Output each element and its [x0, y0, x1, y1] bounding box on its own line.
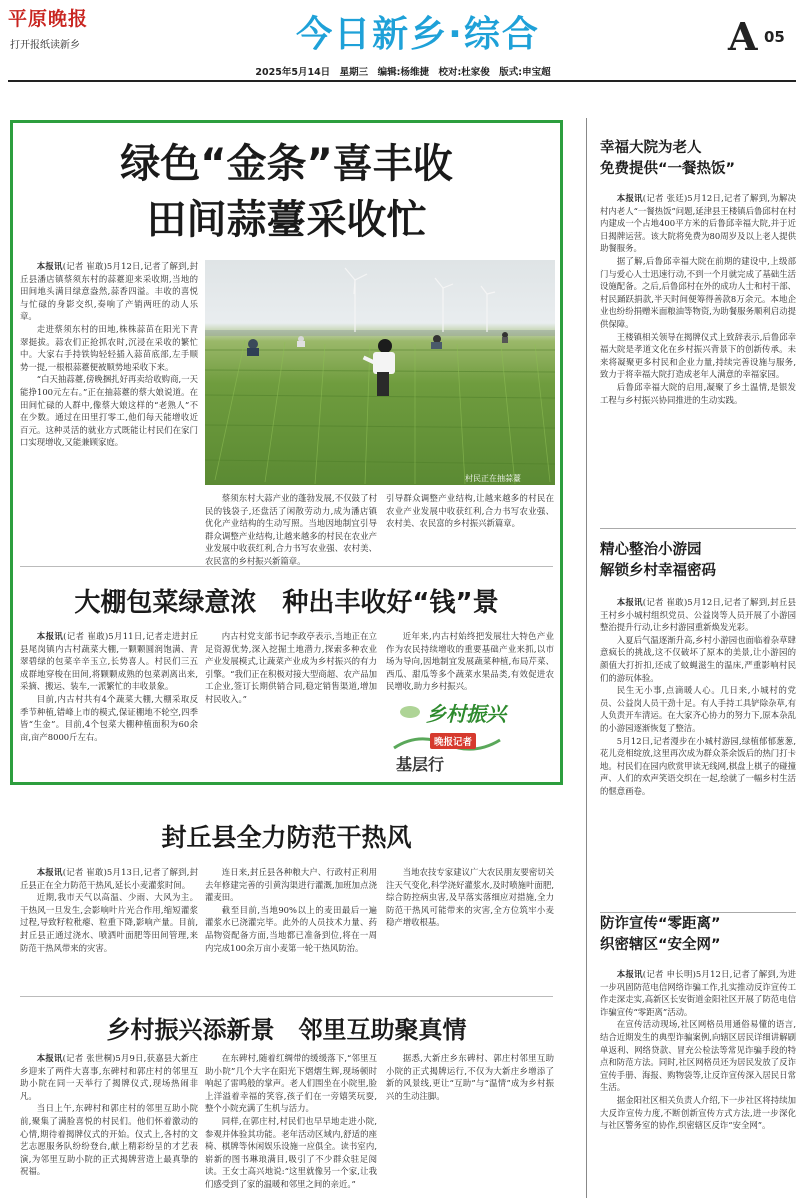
fraud-headline-line2: 织密辖区“安全网”	[600, 937, 721, 953]
article-byline: (记者 崔敢)	[63, 631, 109, 641]
article-paragraph: 蔡须东村大蒜产业的蓬勃发展,不仅鼓了村民的钱袋子,还盘活了闲散劳动力,成为潘店镇优化产业结构的生动写照。当地因地制宜引导群众调整产业结构,让越来越多的村民在农业产业发展中收获红利,合力书写农业强、农村美、农民富的乡村振兴新篇章。	[205, 493, 377, 566]
article-byline: (记者 崔敢)	[62, 261, 107, 271]
page-title: 今日新乡·综合	[296, 14, 540, 55]
cabbage-headline: 大棚包菜绿意浓 种出丰收好“钱”景	[74, 588, 499, 618]
article-paragraph: 在东碑村,随着红绸带的缓缓落下,“邻里互助小院”几个大字在阳光下熠熠生辉,现场顿时响起了雷鸣般的掌声。老人们围坐在小院里,脸上洋溢着幸福的笑容,孩子们在一旁嬉笑玩耍,整个小院充满了生机与活力。	[205, 1053, 377, 1114]
meal-headline-line2: 免费提供“一餐热饭”	[600, 161, 736, 177]
photo-illustration	[205, 260, 555, 485]
article-paragraph: 据悉,大新庄乡东碑村、郭庄村邻里互助小院的正式揭牌运行,不仅为大新庄乡增添了新的风景线,更让“互助”与“温情”成为乡村振兴的生动注脚。	[386, 1053, 554, 1101]
section-divider	[600, 528, 796, 529]
garlic-headline-line1: 绿色“金条”喜丰收	[120, 141, 453, 187]
neighbor-article-col3	[386, 1052, 554, 1196]
article-paragraph: 据了解,后鲁邱幸福大院在前期的建设中,上级部门与爱心人士迅速行动,不到一个月就完成了基础生活设施配备。之后,后鲁邱村在外的成功人士和村干部、村民踊跃捐款,半天时间便筹得善款8万余元。本地企业也纷纷捐赠米面粮油等物资,为助餐服务顺利启动提供保障。	[600, 255, 796, 329]
park-headline-line1: 精心整治小游园	[600, 542, 702, 558]
wind-article-col3	[386, 866, 554, 988]
article-paragraph: 当日上午,东碑村和郭庄村的邻里互助小院前,聚集了满脸喜悦的村民们。他们怀着激动的心情,期待着揭牌仪式的开始。仪式上,各村的文艺志愿服务队纷纷登台,献上精彩纷呈的才艺表演,为邻里互助小院的正式揭牌营造上最真挚的祝福。	[20, 1103, 198, 1177]
article-paragraph: 走进蔡须东村的田地,株株蒜苗在阳光下青翠挺拔。蒜农们正抢抓农时,沉浸在采收的繁忙中。大家右手持铁钩轻轻插入蒜苗底部,左手顺势一提,一根根蒜薹便被顺势地采收下来。	[20, 323, 198, 372]
garlic-article-col2	[205, 492, 377, 566]
article-lead: 本报讯	[616, 193, 643, 203]
meal-headline	[600, 138, 796, 180]
article-paragraph: 5月12日,记者了解到,为进一步巩固防范电信网络诈骗工作,扎实推动反诈宣传工作走深走实,高新区长安街道金阳社区开展了防范电信诈骗宣传“零距离”活动。	[600, 969, 797, 1017]
neighbor-article-col2	[205, 1052, 377, 1196]
article-paragraph: 近年来,内古村始终把发展壮大特色产业作为农民持续增收的重要基础产业来抓,以市场为导向,因地制宜发展蔬菜种植,布局芹菜、西瓜、甜瓜等多个蔬菜水果品类,有效促进农民增收,助力乡村振兴。	[386, 631, 554, 692]
badge-subtitle: 晚报记者	[430, 733, 476, 749]
park-headline	[600, 540, 796, 582]
wind-headline: 封丘县全力防范干热风	[161, 823, 412, 852]
neighbor-headline: 乡村振兴添新景 邻里互助聚真情	[106, 1016, 467, 1044]
article-paragraph: 据金阳社区相关负责人介绍,下一步社区将持续加大反诈宣传力度,不断创新宣传方式方法,进一步深化与社区警务室的协作,织密辖区反诈“安全网”。	[600, 1094, 796, 1131]
section-divider	[600, 912, 796, 913]
article-paragraph: 5月12日,记者了解到,封丘县王村乡小城村组织党员、公益岗等人员开展了小游园整治提升行动,让乡村游园重新焕发光彩。	[600, 597, 797, 633]
cabbage-article-col1	[20, 630, 198, 778]
park-headline-line2: 解锁乡村幸福密码	[600, 563, 716, 579]
meal-article	[600, 192, 796, 508]
fraud-headline	[600, 914, 796, 956]
article-paragraph: 入夏后气温逐渐升高,乡村小游园也面临着杂草肆意疯长的挑战,这不仅破坏了原本的美景,让小游园的颜值大打折扣,还成了蚊蝇滋生的温床,严重影响村民们的游玩体验。	[600, 634, 796, 683]
article-paragraph: “白天抽蒜薹,傍晚捆扎好再卖给收购商,一天能挣100元左右。”正在抽蒜薹的蔡大娘说道。在田间忙碌的人群中,像蔡大娘这样的“老熟人”不在少数。通过在田里打零工,他们每天能增收近百元。这种灵活的就业方式既能让村民们在家门口实现增收,又能兼顾家庭。	[20, 374, 198, 448]
article-byline: (记者 申长明)	[642, 969, 696, 979]
article-lead: 本报讯	[616, 969, 643, 979]
wind-article-col2	[205, 866, 377, 988]
article-paragraph: 王楼镇相关领导在揭牌仪式上致辞表示,后鲁邱幸福大院是孝道文化在乡村振兴背景下的创新传承。未来将凝聚更多村民和企业力量,持续完善设施与服务,致力于将幸福大院打造成老年人满意的幸福家园。	[600, 331, 796, 380]
newspaper-slogan: 打开报纸读新乡	[10, 40, 80, 51]
article-lead: 本报讯	[616, 597, 643, 607]
garlic-field-photo	[205, 260, 555, 485]
column-divider	[586, 118, 587, 1198]
article-paragraph: 5月11日,记者走进封丘县尾岗镇内古村蔬菜大棚,一颗颗圆润饱满、青翠碧绿的包菜辛辛玉立,长势喜人。村民们三五成群地穿梭在田间,将颗颗成熟的包菜剥离出来,采摘、搬运、装车,一派繁忙的丰收景象。	[20, 631, 198, 692]
wind-article-col1	[20, 866, 198, 988]
section-divider	[20, 996, 553, 997]
article-byline: (记者 张世桐)	[62, 1053, 116, 1063]
newspaper-logo: 平原晚报	[8, 8, 89, 30]
article-paragraph: 在宣传活动现场,社区网格员用通俗易懂的语言,结合近期发生的典型诈骗案例,向辖区居民详细讲解刷单返利、网络贷款、冒充公检法等常见诈骗手段的特点和防范方法。同时,社区网格员还为居民发放了反诈宣传手册、海报、购物袋等,让反诈宣传深入居民日常生活。	[600, 1019, 796, 1093]
garlic-article-col3	[386, 492, 554, 556]
garlic-article-col1	[20, 260, 198, 536]
park-article	[600, 596, 796, 902]
article-paragraph-continued: 引导群众调整产业结构,让越来越多的村民在农业产业发展中收获红利,合力书写农业强、农村美、农民富的乡村振兴新篇章。	[386, 493, 554, 529]
article-paragraph: 当地农技专家建议广大农民朋友要密切关注天气变化,科学浇好灌浆水,及时喷施叶面肥,综合防控病虫害,及早落实落细应对措施,全力防范干热风可能带来的灾害,全方位筑牢小麦稳产增收根基。	[386, 867, 554, 928]
photo-caption: 村民正在抽蒜薹	[465, 474, 521, 483]
garlic-headline-line2: 田间蒜薹采收忙	[146, 197, 427, 243]
article-paragraph: 内古村党支部书记李政亭表示,当地正在立足资源优势,深入挖掘土地潜力,探索多种农业产业发展模式,让蔬菜产业成为乡村振兴的有力引擎。“我们正在积极对接大型商超、农产品加工企业,签订长期供销合同,稳定销售渠道,增加村民收入。”	[205, 631, 377, 704]
article-paragraph: 同样,在郭庄村,村民们也早早地走进小院,参观并体验其功能。老年活动区域内,舒适的座椅、棋牌等休闲娱乐设施一应俱全。读书室内,崭新的图书琳琅满目,吸引了不少群众驻足阅读。王女士高兴地说:“这里就像另一个家,让我们感受到了家的温暖和邻里之间的亲近。”	[205, 1115, 377, 1189]
badge-title: 乡村振兴	[426, 702, 506, 726]
page-letter: A	[728, 14, 758, 59]
article-lead: 本报讯	[36, 261, 63, 271]
fraud-article	[600, 968, 796, 1196]
article-paragraph: 5月12日,记者了解到,封丘县潘店镇蔡须东村的蒜薹迎来采收期,当地的田间地头满目绿意盎然,蒜香四溢。丰收的喜悦与忙碌的身影交织,奏响了产销两旺的动人乐章。	[20, 261, 198, 322]
article-paragraph: 目前,内古村共有4个蔬菜大棚,大棚采取反季节种植,错峰上市的模式,保证棚地不轮空,四季皆“生金”。目前,4个包菜大棚种植面积为60余亩,亩产8000斤左右。	[20, 693, 198, 742]
article-paragraph: 5月12日,记者了解到,为解决村内老人“一餐热饭”问题,延津县王楼镇后鲁邱村在村内建成一个占地400平方米的后鲁邱幸福大院,并于近日揭牌运营。该大院将免费为80周岁及以上老人提供助餐服务。	[600, 193, 797, 254]
badge-tagline: 基层行	[396, 755, 445, 774]
article-paragraph: 截至目前,当地90%以上的麦田最后一遍灌浆水已浇灌完毕。此外的人员技术力量、药品物资配备方面,当地都已准备到位,将在一周内完成100余万亩小麦第一轮干热风防治。	[205, 904, 377, 953]
article-paragraph: 5月13日,记者了解到,封丘县正在全力防范干热风,延长小麦灌浆时间。	[20, 867, 198, 890]
section-divider	[20, 566, 553, 567]
article-paragraph: 5月9日,获嘉县大新庄乡迎来了两件大喜事,东碑村和郭庄村的邻里互助小院在同一天举行了揭牌仪式,现场热闹非凡。	[20, 1053, 198, 1101]
neighbor-article-col1	[20, 1052, 198, 1196]
fraud-headline-line1: 防诈宣传“零距离”	[600, 916, 721, 932]
article-byline: (记者 崔敢)	[62, 867, 107, 877]
article-lead: 本报讯	[36, 867, 63, 877]
article-paragraph: 民生无小事,点滴暖人心。几日来,小城村的党员、公益岗人员干劲十足。有人手持工具铲除杂草,有人负责开车清运。在大家齐心协力的努力下,原本杂乱的小游园逐渐恢复了整洁。	[600, 685, 796, 733]
article-byline: (记者 崔敢)	[642, 597, 688, 607]
article-paragraph: 连日来,封丘县各种粮大户、行政村正利用去年修建完善的引黄沟渠进行灌溉,加班加点浇灌麦田。	[205, 867, 377, 903]
article-lead: 本报讯	[36, 631, 64, 641]
article-lead: 本报讯	[36, 1053, 63, 1063]
article-paragraph: 近期,我市天气以高温、少雨、大风为主。干热风一旦发生,会影响叶片光合作用,缩短灌浆过程,导致籽粒秕瘪、粒重下降,影响产量。目前,封丘县正通过浇水、喷洒叶面肥等田间管理,来防范干热风带来的灾害。	[20, 892, 198, 953]
article-byline: (记者 张廷)	[642, 193, 688, 203]
article-paragraph: 5月12日,记者漫步在小城村游园,绿植郁郁葱葱,花儿竞相绽放,这里再次成为群众茶余饭后的热门打卡地。村民们在园内欣赏甲读无线网,棋盘上棋子的碰撞声、人们的欢声笑语交织在一起,绘就了一幅乡村生活的惬意画卷。	[600, 735, 796, 796]
meal-headline-line1: 幸福大院为老人	[600, 140, 702, 156]
article-paragraph: 后鲁邱幸福大院的启用,凝聚了乡土温情,是银发工程与乡村振兴协同推进的生动实践。	[600, 381, 796, 405]
cabbage-article-col3	[386, 630, 554, 692]
cabbage-article-col2	[205, 630, 377, 778]
masthead-divider	[8, 80, 796, 82]
page-number: 05	[764, 28, 785, 46]
dateline: 2025年5月14日 星期三 编辑:杨维捷 校对:杜家俊 版式:申宝超	[255, 67, 551, 78]
